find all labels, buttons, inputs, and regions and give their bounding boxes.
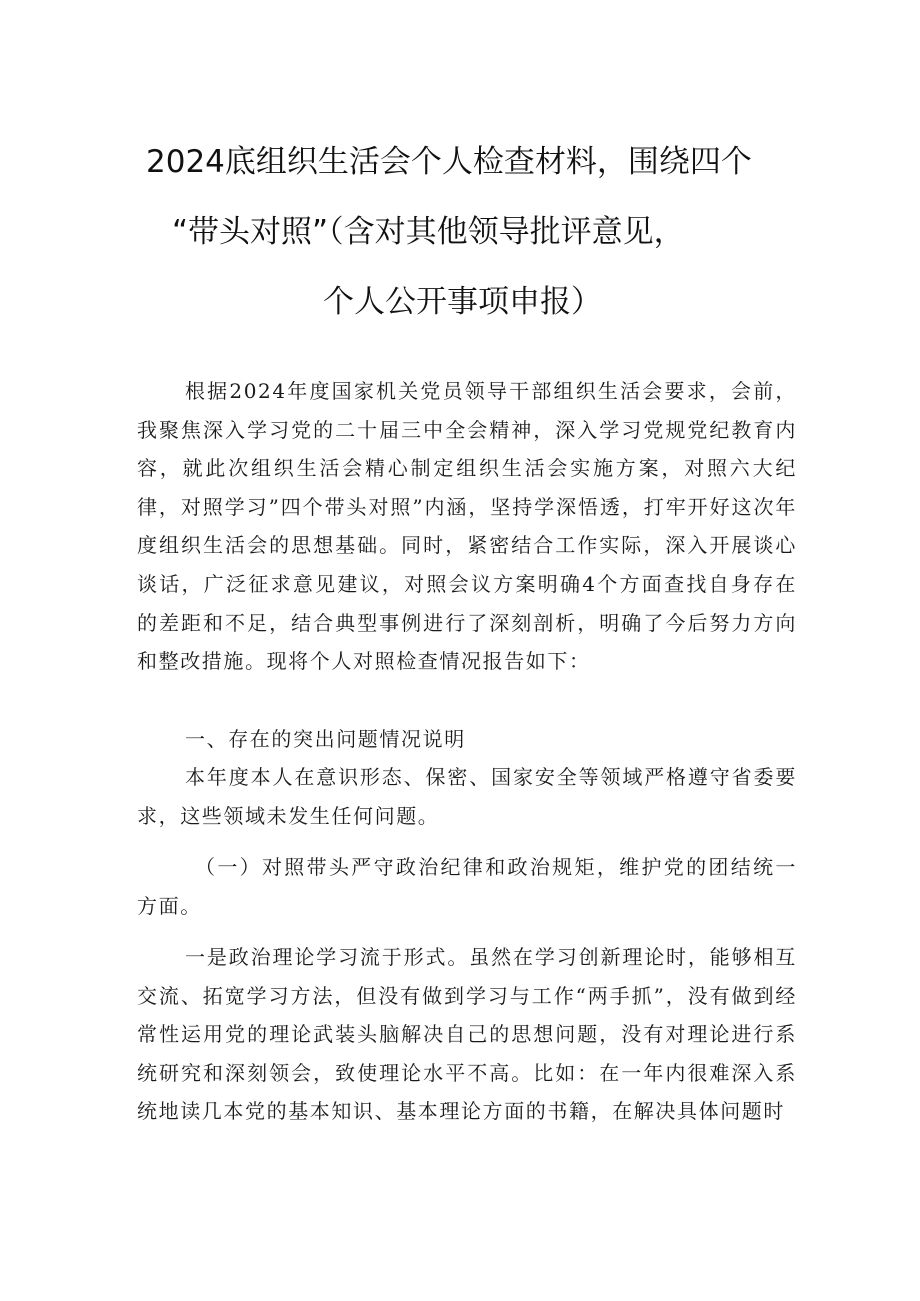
intro-paragraph: 根据2024年度国家机关党员领导干部组织生活会要求，会前，我聚焦深入学习党的二十届三中全会精神，深入学习党规党纪教育内容，就此次组织生活会精心制定组织生活会实施方案，对照六大纪律，对照学习”四个带头对照”内涵，坚持学深悟透，打牢开好这次年度组织生活会的思想基础。同时，紧密结合工作实际，深入开展谈心谈话，广泛征求意见建议，对照会议方案明确4个方面查找自身存在的差距和不足，结合典型事例进行了深刻剖析，明确了今后努力方向和整改措施。现将个人对照检查情况报告如下： <box>137 379 797 674</box>
document-title-line-3: 个人公开事项申报） <box>323 284 602 320</box>
paragraph-theory-study: 一是政治理论学习流于形式。虽然在学习创新理论时，能够相互交流、拓宽学习方法，但没有做到学习与工作“两手抓”，没有做到经常性运用党的理论武装头脑解决自己的思想问题，没有对理论进行系统研究和深刻领会，致使理论水平不高。比如：在一年内很难深入系统地读几本党的基本知识、基本理论方面的书籍，在解决具体问题时 <box>137 945 797 1124</box>
document-title-line-1: 2024底组织生活会个人检查材料，围绕四个 <box>146 144 752 180</box>
section-heading-1: 一、存在的突出问题情况说明 <box>185 727 466 751</box>
subsection-heading-1: （一）对照带头严守政治纪律和政治规矩，维护党的团结统一方面。 <box>137 855 797 918</box>
document-title-line-2: “带头对照”（含对其他领导批评意见， <box>172 214 685 250</box>
paragraph-security-compliance: 本年度本人在意识形态、保密、国家安全等领域严格遵守省委要求，这些领域未发生任何问题。 <box>137 765 797 828</box>
